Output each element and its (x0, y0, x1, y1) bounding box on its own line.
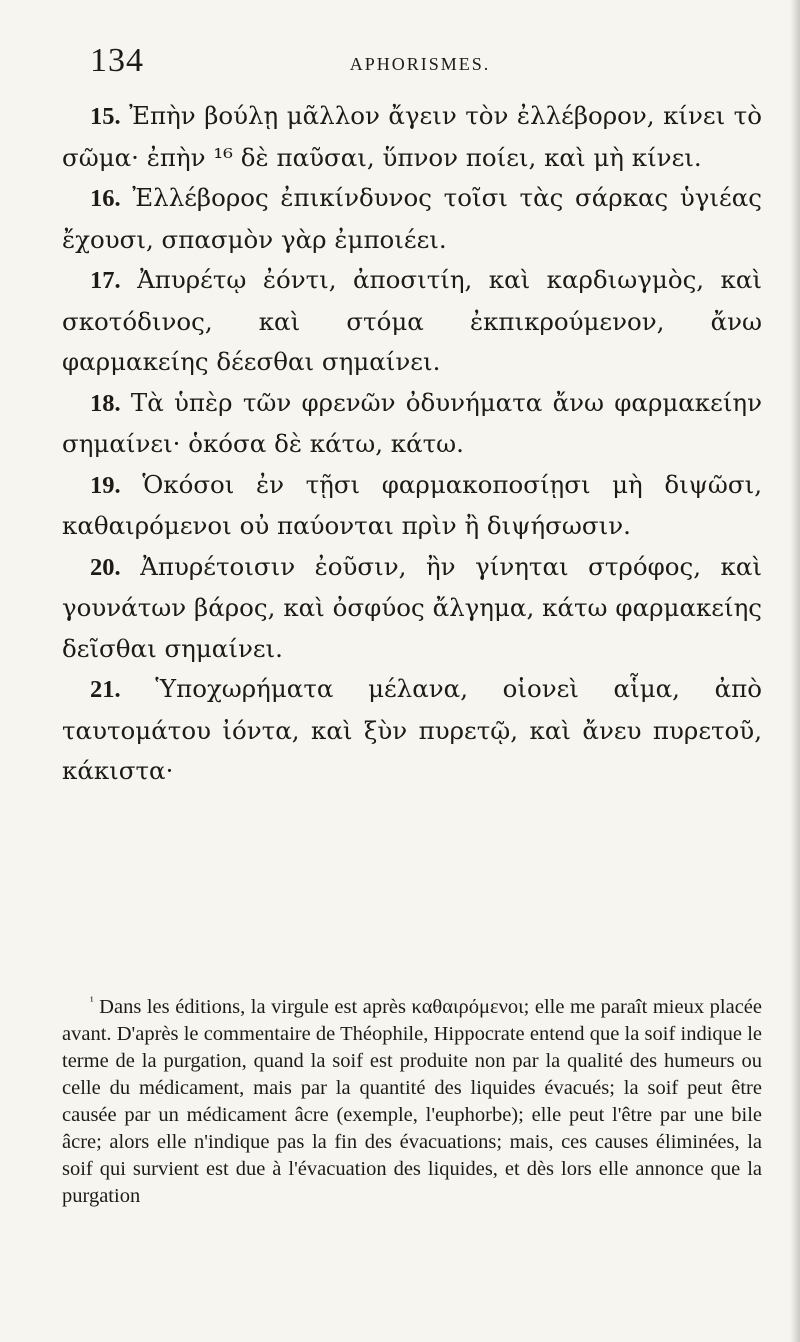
aphorism-text: Ἀπυρέτοισιν ἐοῦσιν, ἢν γίνηται στρόφος, καὶ γουνάτων βάρος, καὶ ὀσφύος ἄλγημα, κάτω φαρμακείης δεῖσθαι σημαίνει. (62, 551, 762, 663)
footnote-text: Dans les éditions, la virgule est après καθαιρόμενοι; elle me paraît mieux placée avant. D'après le commentaire de Théophile, Hippocrate entend que la soif indique le terme de la purgation, quand la soif est produite non par la qualité des humeurs ou celle du médicament, mais par la quantité des liquides évacués; la soif peut être causée par un médicament âcre (exemple, l'euphorbe); elle peut l'être par une bile âcre; alors elle n'indique pas la fin des évacuations; mais, ces causes éliminées, la soif qui survient est due à l'évacuation des liquides, et dès lors elle annonce que la purgation (62, 995, 762, 1207)
aphorism-18 (62, 383, 762, 465)
page-edge-shadow (790, 0, 800, 1342)
page-header (90, 42, 750, 82)
aphorism-list (62, 96, 762, 792)
running-title: APHORISMES. (349, 54, 491, 74)
aphorism-20 (62, 547, 762, 670)
aphorism-number: 16. (90, 185, 121, 212)
aphorism-text: Ἐπὴν βούλῃ μᾶλλον ἄγειν τὸν ἐλλέβορον, κίνει τὸ σῶμα· ἐπὴν ¹⁶ δὲ παῦσαι, ὕπνον ποίει, καὶ μὴ κίνει. (62, 101, 762, 172)
footnote-mark: ¹ (90, 994, 94, 1008)
aphorism-19 (62, 465, 762, 547)
footnote-1 (62, 988, 762, 1210)
aphorism-text: Ὑποχωρήματα μέλανα, οἱονεὶ αἷμα, ἀπὸ ταυτομάτου ἰόντα, καὶ ξὺν πυρετῷ, καὶ ἄνευ πυρετοῦ, κάκιστα· (62, 674, 762, 785)
aphorism-number: 17. (90, 267, 121, 294)
aphorism-number: 19. (90, 471, 121, 499)
aphorism-number: 21. (90, 676, 121, 703)
aphorism-text: Ὁκόσοι ἐν τῇσι φαρμακοποσίῃσι μὴ διψῶσι, καθαιρόμενοι οὐ παύονται πρὶν ἢ διψήσωσιν. (62, 469, 762, 540)
aphorism-21 (62, 669, 762, 792)
aphorism-number: 18. (90, 389, 121, 417)
aphorism-17 (62, 260, 762, 383)
aphorism-text: Ἐλλέβορος ἐπικίνδυνος τοῖσι τὰς σάρκας ὑγιέας ἔχουσι, σπασμὸν γὰρ ἐμποιέει. (62, 183, 762, 254)
aphorism-text: Ἀπυρέτῳ ἐόντι, ἀποσιτίη, καὶ καρδιωγμὸς, καὶ σκοτόδινος, καὶ στόμα ἐκπικρούμενον, ἄνω φαρμακείης δέεσθαι σημαίνει. (62, 265, 762, 376)
footnote-section (62, 988, 762, 1210)
aphorism-number: 20. (90, 553, 121, 581)
aphorism-text: Τὰ ὑπὲρ τῶν φρενῶν ὀδυνήματα ἄνω φαρμακείην σημαίνει· ὁκόσα δὲ κάτω, κάτω. (62, 387, 762, 458)
aphorism-15 (62, 96, 762, 178)
page-number: 134 (90, 42, 144, 79)
aphorism-number: 15. (90, 103, 121, 130)
aphorism-16 (62, 178, 762, 260)
